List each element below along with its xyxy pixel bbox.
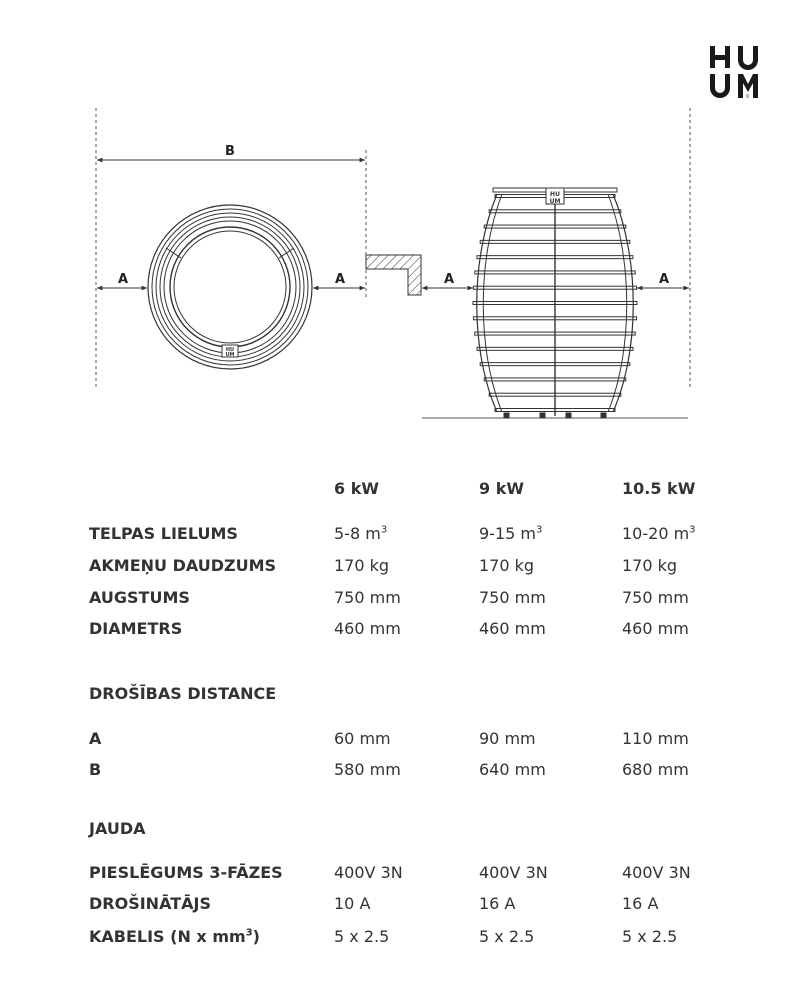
- spec-row-room-size: TELPAS LIELUMS 5-8 $m^3$ 9-15 $m^3$ 10-20 $m^3$: [0, 522, 801, 546]
- spec-value: 110 mm: [622, 729, 689, 748]
- stove-top-view: [148, 205, 312, 369]
- spec-value: 400V 3N: [622, 863, 691, 882]
- dim-b-label: B: [225, 144, 235, 159]
- wall-section: [366, 255, 421, 295]
- spec-value: 16 A: [479, 894, 516, 913]
- spec-value: 640 mm: [479, 760, 546, 779]
- svg-text:A: A: [658, 272, 670, 287]
- stove-side-view: [473, 188, 637, 418]
- spec-value: 680 mm: [622, 760, 689, 779]
- spec-label: AKMEŅU DAUDZUMS: [89, 556, 277, 575]
- power-row-cable: [0, 925, 801, 949]
- col-9kw: 9 kW: [479, 479, 524, 498]
- spec-value: 5-8 m: [334, 524, 381, 543]
- svg-text:A: A: [117, 272, 129, 287]
- spec-row-stones: [0, 554, 801, 578]
- huum-logo: [710, 46, 762, 98]
- spec-value: 5 x 2.5: [622, 927, 678, 946]
- spec-value: 10-20 m: [622, 524, 690, 543]
- spec-value: 9-15 m: [479, 524, 536, 543]
- spec-value: 750 mm: [479, 588, 546, 607]
- section-title-power: JAUDA: [89, 819, 146, 838]
- power-row-fuse: [0, 892, 801, 916]
- spec-label: AUGSTUMS: [89, 588, 190, 607]
- spec-value: 580 mm: [334, 760, 401, 779]
- svg-text:A: A: [334, 272, 346, 287]
- spec-label: B: [89, 760, 102, 779]
- svg-text:HU: HU: [225, 347, 235, 353]
- spec-value: 750 mm: [334, 588, 401, 607]
- spec-value: 5 x 2.5: [334, 927, 390, 946]
- spec-value: 90 mm: [479, 729, 536, 748]
- spec-label: TELPAS LIELUMS: [89, 524, 238, 543]
- spec-value: 750 mm: [622, 588, 689, 607]
- column-headers: [0, 477, 801, 501]
- clearance-diagram: [0, 100, 801, 430]
- spec-value: 400V 3N: [479, 863, 548, 882]
- spec-value: 10 A: [334, 894, 371, 913]
- spec-label: PIESLĒGUMS 3-FĀZES: [89, 863, 283, 882]
- spec-value: 460 mm: [334, 619, 401, 638]
- spec-value: 170 kg: [622, 556, 678, 575]
- svg-text:A: A: [443, 272, 455, 287]
- safety-row-a: [0, 727, 801, 751]
- svg-text:UM: UM: [225, 352, 235, 358]
- spec-row-diameter: [0, 617, 801, 641]
- svg-text:HU: HU: [550, 191, 560, 198]
- spec-value: 460 mm: [622, 619, 689, 638]
- spec-value: 460 mm: [479, 619, 546, 638]
- spec-label: A: [89, 729, 102, 748]
- col-10-5kw: 10.5 kW: [622, 479, 696, 498]
- section-title-safety: DROŠĪBAS DISTANCE: [89, 684, 277, 703]
- spec-label: DIAMETRS: [89, 619, 183, 638]
- spec-row-height: [0, 586, 801, 610]
- svg-text:UM: UM: [549, 198, 561, 205]
- spec-value: 16 A: [622, 894, 659, 913]
- spec-value: 170 kg: [479, 556, 535, 575]
- spec-value: 400V 3N: [334, 863, 403, 882]
- power-row-connection: [0, 861, 801, 885]
- safety-row-b: [0, 758, 801, 782]
- spec-value: 5 x 2.5: [479, 927, 535, 946]
- col-6kw: 6 kW: [334, 479, 379, 498]
- spec-value: 60 mm: [334, 729, 391, 748]
- spec-label: KABELIS (N x $mm^3$): [89, 927, 260, 946]
- spec-label: DROŠINĀTĀJS: [89, 894, 211, 913]
- spec-value: 170 kg: [334, 556, 390, 575]
